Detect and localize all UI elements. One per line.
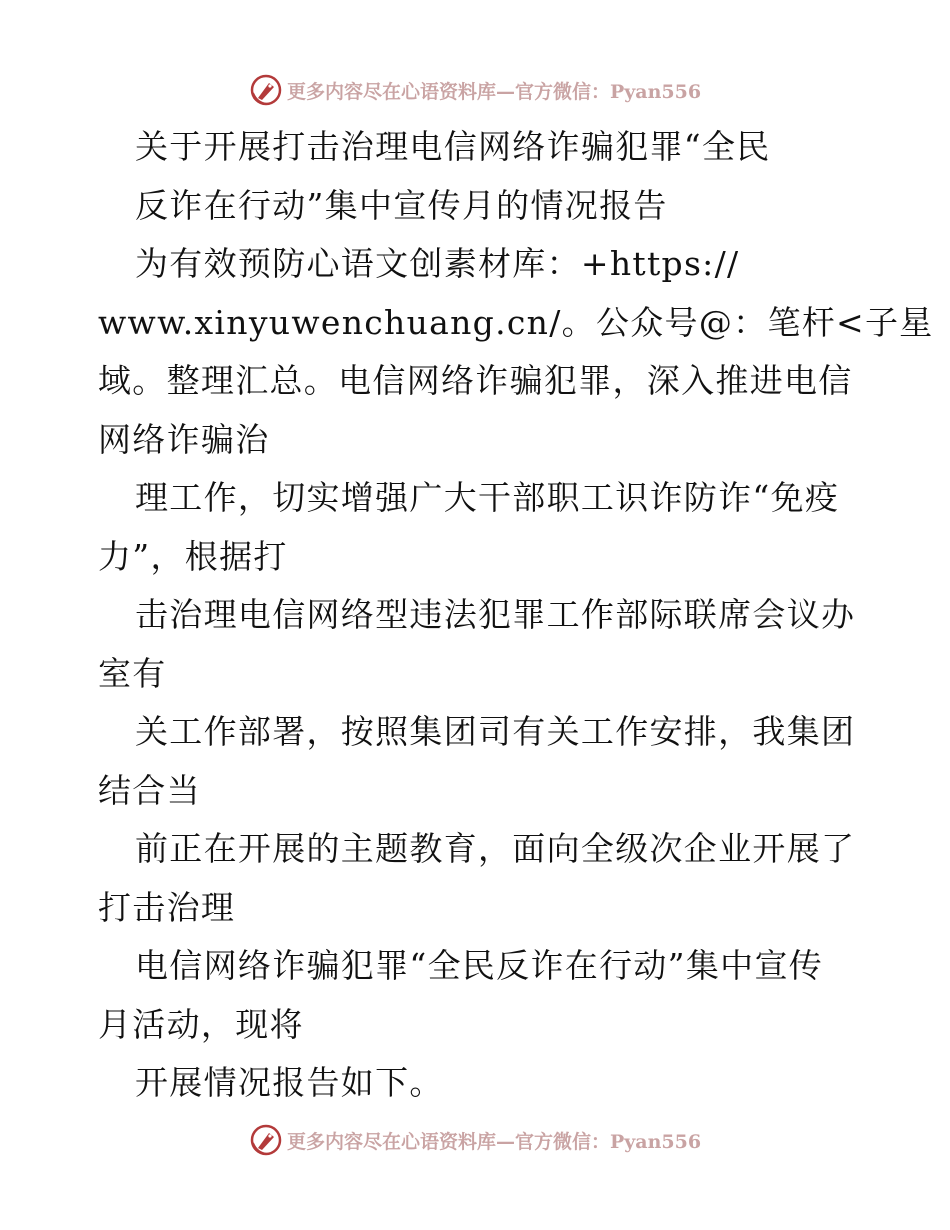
- paragraph-line: 理工作，切实增强广大干部职工识诈防诈“免疫: [135, 478, 840, 517]
- paragraph-line: 为有效预防心语文创素材库：+https://: [135, 244, 740, 283]
- paragraph-line: 前正在开展的主题教育，面向全级次企业开展了: [135, 829, 856, 868]
- paragraph-line: 电信网络诈骗犯罪“全民反诈在行动”集中宣传: [135, 946, 824, 985]
- header-banner: [0, 72, 950, 108]
- title-line-1: 关于开展打击治理电信网络诈骗犯罪“全民: [135, 127, 771, 166]
- banner-text: 更多内容尽在心语资料库—官方微信：Pyan556: [286, 1130, 702, 1153]
- document-body: [98, 118, 934, 1113]
- paragraph-line: www.xinyuwenchuang.cn/。公众号@：笔杆<子星: [98, 302, 934, 342]
- paragraph-line: 月活动，现将: [98, 1004, 304, 1044]
- paragraph-line: 开展情况报告如下。: [135, 1063, 444, 1102]
- paragraph-line: 打击治理: [98, 887, 236, 927]
- paragraph-line: 网络诈骗治: [98, 419, 270, 459]
- paragraph-line: 击治理电信网络型违法犯罪工作部际联席会议办: [135, 595, 856, 634]
- pen-nib-logo-icon: [249, 73, 283, 107]
- paragraph-line: 域。整理汇总。电信网络诈骗犯罪，深入推进电信: [98, 361, 853, 400]
- paragraph-line: 力”，根据打: [98, 536, 288, 576]
- paragraph-line: 结合当: [98, 770, 201, 810]
- paragraph-line: 关工作部署，按照集团司有关工作安排，我集团: [135, 712, 856, 751]
- footer-banner: [0, 1122, 950, 1158]
- banner-text: 更多内容尽在心语资料库—官方微信：Pyan556: [286, 80, 702, 103]
- title-line-2: 反诈在行动”集中宣传月的情况报告: [135, 185, 668, 225]
- paragraph-line: 室有: [98, 653, 167, 693]
- pen-nib-logo-icon: [249, 1123, 283, 1157]
